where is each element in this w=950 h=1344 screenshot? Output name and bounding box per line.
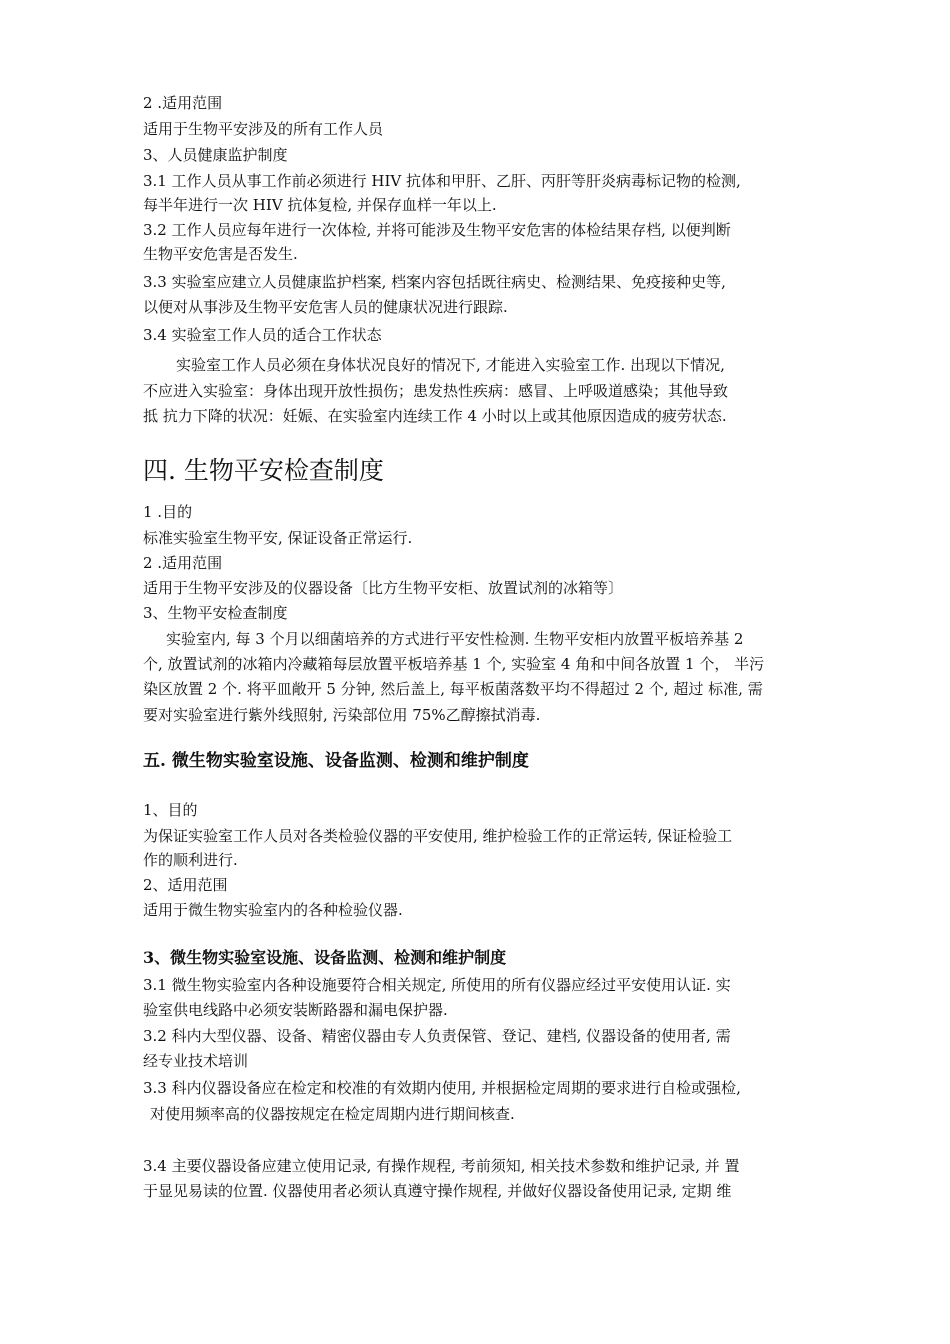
- text-line: 为保证实验室工作人员对各类检验仪器的平安使用, 维护检验工作的正常运转, 保证检验工: [143, 827, 733, 845]
- text-line: 要对实验室进行紫外线照射, 污染部位用 75%乙醇擦拭消毒.: [143, 706, 541, 724]
- text-line: 于显见易读的位置. 仪器使用者必须认真遵守操作规程, 并做好仪器设备使用记录, 定期 维: [143, 1182, 732, 1200]
- text-line: 3.1 微生物实验室内各种设施要符合相关规定, 所使用的所有仪器应经过平安使用认证. 实: [143, 976, 731, 994]
- text-line: 3.3 实验室应建立人员健康监护档案, 档案内容包括既往病史、检测结果、免疫接种史等,: [143, 273, 726, 291]
- text-line: 对使用频率高的仪器按规定在检定周期内进行期间核查.: [150, 1105, 515, 1123]
- text-line: 标准实验室生物平安, 保证设备正常运行.: [143, 529, 413, 547]
- text-line: 适用于微生物实验室内的各种检验仪器.: [143, 901, 403, 919]
- text-line: 3.2 工作人员应每年进行一次体检, 并将可能涉及生物平安危害的体检结果存档, 以便判断: [143, 221, 731, 239]
- text-line: 3.1 工作人员从事工作前必须进行 HIV 抗体和甲肝、乙肝、丙肝等肝炎病毒标记物的检测,: [143, 172, 741, 190]
- text-line: 适用于生物平安涉及的所有工作人员: [143, 120, 384, 138]
- section-heading-5: 五. 微生物实验室设施、设备监测、检测和维护制度: [143, 751, 529, 771]
- text-line: 个, 放置试剂的冰箱内冷藏箱每层放置平板培养基 1 个, 实验室 4 角和中间各放置 1 个， 半污: [143, 655, 765, 673]
- text-line: 经专业技术培训: [143, 1052, 249, 1070]
- text-line: 染区放置 2 个. 将平皿敞开 5 分钟, 然后盖上, 每平板菌落数平均不得超过 2 个, 超过 标准, 需: [143, 680, 763, 698]
- text-line: 2、适用范围: [143, 876, 228, 894]
- text-line: 3.4 实验室工作人员的适合工作状态: [143, 326, 382, 344]
- text-line: 1、目的: [143, 801, 198, 819]
- text-line: 抵 抗力下降的状况：妊娠、在实验室内连续工作 4 小时以上或其他原因造成的疲劳状态.: [143, 407, 727, 425]
- section-subheading: 3、生物平安检查制度: [143, 604, 288, 622]
- text-line: 实验室工作人员必须在身体状况良好的情况下, 才能进入实验室工作. 出现以下情况,: [176, 356, 725, 374]
- text-line: 作的顺利进行.: [143, 851, 238, 869]
- text-line: 3.2 科内大型仪器、设备、精密仪器由专人负责保管、登记、建档, 仪器设备的使用者, 需: [143, 1027, 731, 1045]
- text-line: 1 .目的: [143, 503, 193, 521]
- text-line: 验室供电线路中必须安装断路器和漏电保护器.: [143, 1001, 448, 1019]
- text-line: 3.3 科内仪器设备应在检定和校准的有效期内使用, 并根据检定周期的要求进行自检或强检,: [143, 1079, 741, 1097]
- text-line: 生物平安危害是否发生.: [143, 245, 298, 263]
- text-line: 2 .适用范围: [143, 94, 223, 112]
- text-line: 实验室内, 每 3 个月以细菌培养的方式进行平安性检测. 生物平安柜内放置平板培养基 2: [166, 630, 744, 648]
- text-line: 以便对从事涉及生物平安危害人员的健康状况进行跟踪.: [143, 298, 508, 316]
- text-line: 2 .适用范围: [143, 554, 223, 572]
- text-line: 适用于生物平安涉及的仪器设备〔比方生物平安柜、放置试剂的冰箱等〕: [143, 579, 624, 597]
- section-heading-4: 四. 生物平安检查制度: [143, 456, 384, 485]
- text-line: 每半年进行一次 HIV 抗体复检, 并保存血样一年以上.: [143, 196, 497, 214]
- text-line: 3.4 主要仪器设备应建立使用记录, 有操作规程, 考前须知, 相关技术参数和维护记录, 并 置: [143, 1157, 740, 1175]
- text-line: 不应进入实验室：身体出现开放性损伤；患发热性疾病：感冒、上呼吸道感染；其他导致: [143, 382, 729, 400]
- section-subheading: 3、人员健康监护制度: [143, 146, 288, 164]
- section-subheading-bold: 3、微生物实验室设施、设备监测、检测和维护制度: [143, 948, 507, 967]
